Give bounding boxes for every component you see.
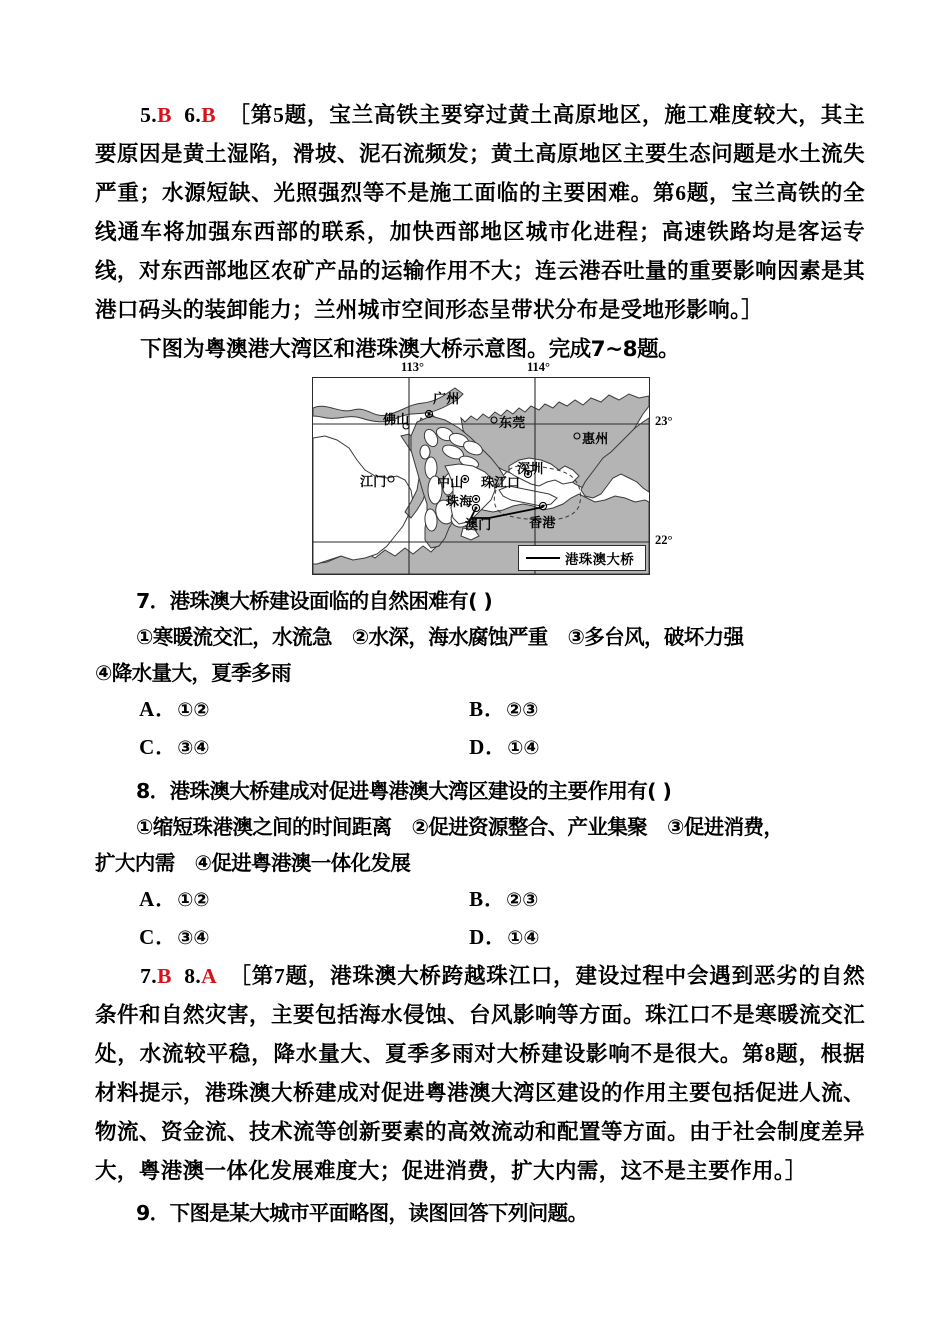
lead-in-7-8 [95,330,865,369]
choice-row [95,919,865,957]
question-8-text: 港珠澳大桥建成对促进粤港澳大湾区建设的主要作用有( ) [169,779,672,803]
choice-8-A-label: A． [139,887,178,911]
question-8-options-line-2: 扩大内需 ④促进粤港澳一体化发展 [95,851,411,875]
legend-label-hzmb: 港珠澳大桥 [565,552,634,567]
question-7-text: 港珠澳大桥建设面临的自然困难有( ) [169,589,493,613]
choice-7-D[interactable] [469,729,799,767]
choice-7-B-value: ②③ [506,699,539,721]
choice-8-D-label: D． [469,925,508,949]
city-label-huizhou: 惠州 [582,431,609,446]
question-8-options-line-1: ①缩短珠港澳之间的时间距离 ②促进资源整合、产业集聚 ③促进消费， [136,815,784,839]
choice-row [95,729,865,767]
choice-7-A[interactable] [139,691,469,729]
city-label-dongguan: 东莞 [499,415,526,430]
city-label-zhongshan: 中山 [437,475,464,490]
choice-7-C-label: C． [139,735,178,759]
question-7-options-line-2: ④降水量大，夏季多雨 [95,661,291,685]
explanation-7-8-text: ［第7题，港珠澳大桥跨越珠江口，建设过程中会遇到恶劣的自然条件和自然灾害，主要包括海水侵蚀、台风影响等方面。珠江口不是寒暖流交汇处，水流较平稳，降水量大、夏季多雨对大桥建设影响不是很大。第8题，根据材料提示，港珠澳大桥建成对促进粤港澳大湾区建设的作用主要包括促进人流、物流、资金流、技术流等创新要素的高效流动和配置等方面。由于社会制度差异大，粤港澳一体化发展难度大；促进消费，扩大内需，这不是主要作用。］ [95,964,865,1183]
map-legend [518,545,646,571]
answer-5-letter: B [157,103,172,127]
page-content [95,96,865,1231]
question-7-options-line-1: ①寒暖流交汇，水流急 ②水深，海水腐蚀严重 ③多台风，破坏力强 [136,625,744,649]
explanation-5-6 [95,96,865,330]
answer-8-letter: A [201,964,218,988]
question-9-text: 下图是某大城市平面略图，读图回答下列问题。 [169,1201,588,1225]
lead-in-normal: 下图为粤澳港大湾区和港珠澳大桥示意图。 [140,337,549,361]
choice-8-A[interactable] [139,881,469,919]
choice-7-D-label: D． [469,735,508,759]
question-8-number: 8． [136,779,170,803]
choice-7-A-value: ①② [177,699,210,721]
question-7-choices [95,691,865,767]
lon-label-114: 114° [527,360,551,374]
legend-line-symbol [526,557,560,559]
city-label-jiangmen: 江门 [360,474,387,489]
map-figure [300,360,673,577]
question-8-stem [95,773,865,809]
choice-7-B[interactable] [469,691,799,729]
city-label-hongkong: 香港 [529,515,556,530]
choice-8-B-label: B． [469,887,507,911]
answer-6-number: 6. [184,103,202,127]
lat-label-22: 22° [655,533,673,547]
choice-8-B[interactable] [469,881,799,919]
city-label-guangzhou: 广州 [433,391,460,406]
choice-7-C[interactable] [139,729,469,767]
choice-8-D-value: ①④ [507,927,540,949]
water-label-zhujiangkou: 珠江口 [481,475,521,490]
city-label-shenzhen: 深圳 [517,461,544,476]
choice-8-C[interactable] [139,919,469,957]
answer-7-number: 7. [140,964,158,988]
city-label-zhuhai: 珠海 [446,494,473,509]
question-8 [95,773,865,957]
lon-label-113: 113° [401,360,425,374]
answer-8-number: 8. [184,964,202,988]
choice-8-B-value: ②③ [506,889,539,911]
choice-row [95,691,865,729]
answer-7-letter: B [157,964,172,988]
question-7-stem [95,583,865,619]
choice-8-C-value: ③④ [177,927,210,949]
explanation-7-8 [95,957,865,1191]
map-wrapper [312,360,673,577]
question-8-choices [95,881,865,957]
city-label-foshan: 佛山 [383,412,410,427]
choice-row [95,881,865,919]
answer-5-number: 5. [140,103,158,127]
choice-7-B-label: B． [469,697,507,721]
lat-label-23: 23° [655,414,673,428]
choice-7-A-label: A． [139,697,178,721]
question-9-number: 9． [136,1201,170,1225]
map-frame [312,377,650,575]
city-label-macau: 澳门 [465,517,492,532]
lead-in-bold: 完成7~8题。 [548,337,680,362]
choice-8-D[interactable] [469,919,799,957]
choice-7-D-value: ①④ [507,737,540,759]
answer-6-letter: B [201,103,216,127]
question-9 [95,1195,865,1231]
explanation-5-6-text: ［第5题，宝兰高铁主要穿过黄土高原地区，施工难度较大，其主要原因是黄土湿陷，滑坡、泥石流频发；黄土高原地区主要生态问题是水土流失严重；水源短缺、光照强烈等不是施工面临的主要困难。第6题，宝兰高铁的全线通车将加强东西部的联系，加快西部地区城市化进程；高速铁路均是客运专线，对东西部地区农矿产品的运输作用不大；连云港吞吐量的重要影响因素是其港口码头的装卸能力；兰州城市空间形态呈带状分布是受地形影响。］ [95,103,865,322]
choice-7-C-value: ③④ [177,737,210,759]
choice-8-A-value: ①② [177,889,210,911]
choice-8-C-label: C． [139,925,178,949]
question-7 [95,583,865,767]
question-7-number: 7． [136,589,170,613]
